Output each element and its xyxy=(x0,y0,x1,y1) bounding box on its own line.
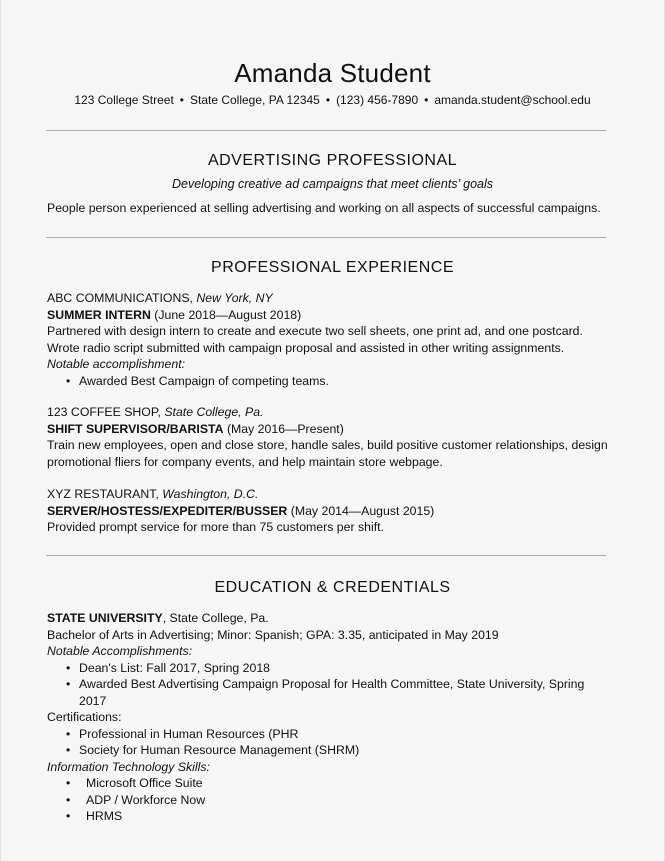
job-company-line xyxy=(47,404,612,421)
job-company-line xyxy=(47,486,612,503)
certifications-list xyxy=(47,726,612,759)
job-company-line xyxy=(47,290,612,307)
job-description: Partnered with design intern to create and execute two sell sheets, one print ad, and one postcard. Wrote radio script submitted with campaign proposal and assisted in other writing assignments. xyxy=(47,324,583,355)
school-name: STATE UNIVERSITY xyxy=(47,611,163,625)
it-skills-label: Information Technology Skills: xyxy=(47,759,210,774)
list-item: • Society for Human Resource Management (SHRM) xyxy=(47,742,612,759)
education-section xyxy=(47,610,612,825)
list-item: • Professional in Human Resources (PHR xyxy=(47,726,612,743)
it-skills-list xyxy=(47,775,612,825)
summary-heading: ADVERTISING PROFESSIONAL xyxy=(207,152,458,169)
certifications-label: Certifications: xyxy=(47,710,122,724)
job-abc xyxy=(47,290,612,389)
accomplishment-label: Notable accomplishment: xyxy=(47,357,186,371)
summary-paragraph: People person experienced at selling advertising and working on all aspects of successful campaigns. xyxy=(47,201,601,215)
job-company: 123 COFFEE SHOP, xyxy=(47,405,161,419)
job-restaurant xyxy=(47,486,612,536)
address: 123 College Street xyxy=(74,93,174,107)
job-role-line xyxy=(47,421,612,438)
job-location: New York, NY xyxy=(196,291,273,305)
job-company: ABC COMMUNICATIONS, xyxy=(47,291,193,305)
list-item: • Awarded Best Advertising Campaign Proposal for Health Committee, State University, Spring 2017 xyxy=(47,676,612,709)
accomplishments-list xyxy=(47,660,612,710)
job-role-line xyxy=(47,503,612,520)
list-item: • ADP / Workforce Now xyxy=(47,792,612,809)
city: State College, PA 12345 xyxy=(189,93,320,107)
list-item: • Microsoft Office Suite xyxy=(47,775,612,792)
job-coffee-shop xyxy=(47,404,612,470)
job-role: SUMMER INTERN xyxy=(47,307,151,322)
divider xyxy=(46,130,606,131)
job-role-line xyxy=(47,307,612,324)
divider xyxy=(46,555,606,556)
experience-heading: PROFESSIONAL EXPERIENCE xyxy=(211,259,454,276)
job-role: SHIFT SUPERVISOR/BARISTA xyxy=(47,421,224,436)
email-link[interactable]: amanda.student@school.edu xyxy=(434,93,591,107)
candidate-name: Amanda Student xyxy=(234,58,431,88)
contact-line xyxy=(1,92,664,108)
job-description: Provided prompt service for more than 75 customers per shift. xyxy=(47,520,384,534)
accomplishment-list xyxy=(47,373,612,390)
job-dates: (June 2018—August 2018) xyxy=(154,307,302,322)
list-item: • HRMS xyxy=(47,808,612,825)
summary-tagline: Developing creative ad campaigns that meet clients’ goals xyxy=(171,177,493,191)
degree: Bachelor of Arts in Advertising; Minor: Spanish; GPA: 3.35, anticipated in May 2019 xyxy=(47,627,499,642)
accomplishments-label: Notable Accomplishments: xyxy=(47,644,193,658)
education-heading: EDUCATION & CREDENTIALS xyxy=(214,579,451,596)
school-line xyxy=(47,610,612,627)
summary-text xyxy=(47,200,612,217)
job-company: XYZ RESTAURANT, xyxy=(47,487,159,501)
separator-dot: • xyxy=(179,93,184,107)
job-description: Train new employees, open and close store, handle sales, build positive customer relationships, design promotional fliers for company events, and help maintain store webpage. xyxy=(47,438,608,469)
job-location: State College, Pa. xyxy=(164,405,264,419)
job-role: SERVER/HOSTESS/EXPEDITER/BUSSER xyxy=(47,503,288,518)
phone: (123) 456-7890 xyxy=(336,93,419,107)
list-item: • Awarded Best Campaign of competing teams. xyxy=(47,373,612,390)
job-location: Washington, D.C. xyxy=(162,487,259,501)
separator-dot: • xyxy=(424,93,429,107)
list-item: • Dean's List: Fall 2017, Spring 2018 xyxy=(47,660,612,677)
job-dates: (May 2016—Present) xyxy=(226,421,344,436)
divider xyxy=(46,237,606,238)
school-location: , State College, Pa. xyxy=(162,611,269,625)
job-dates: (May 2014—August 2015) xyxy=(290,503,435,518)
separator-dot: • xyxy=(325,93,331,107)
